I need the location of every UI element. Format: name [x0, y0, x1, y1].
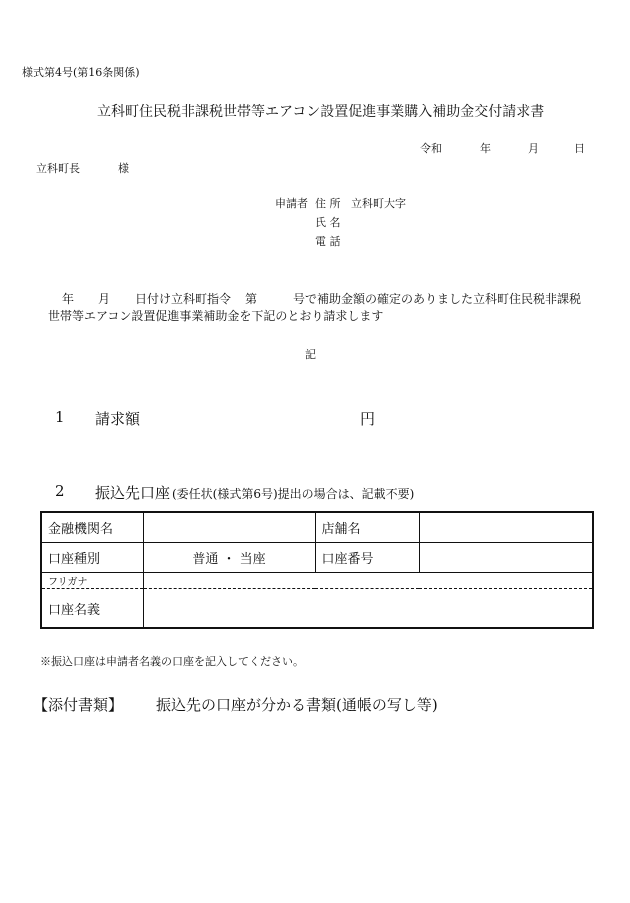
- footnote: ※振込口座は申請者名義の口座を記入してください。: [40, 655, 304, 668]
- bank-name-label: 金融機関名: [41, 512, 143, 543]
- item-1-number: 1: [55, 408, 65, 426]
- body-dated: 日付け立科町指令: [135, 292, 232, 306]
- branch-field[interactable]: [419, 512, 593, 543]
- phone-label: 電 話: [315, 235, 341, 248]
- body-month: 月: [98, 292, 111, 306]
- table-row: [41, 589, 593, 629]
- table-row: [41, 573, 593, 589]
- applicant-label: 申請者: [275, 197, 308, 210]
- bank-account-table: [40, 511, 594, 629]
- furigana-label: フリガナ: [41, 573, 143, 589]
- ki-marker: 記: [305, 348, 316, 361]
- date-month: 月: [528, 142, 539, 155]
- amount-unit: 円: [360, 410, 376, 428]
- item-1-label: 請求額: [95, 410, 141, 428]
- body-year: 年: [62, 292, 75, 306]
- account-type-label: 口座種別: [41, 543, 143, 573]
- account-holder-label: 口座名義: [41, 589, 143, 629]
- bank-name-field[interactable]: [143, 512, 315, 543]
- date-era: 令和: [420, 142, 442, 155]
- attachment-label: 【添付書類】: [33, 696, 124, 714]
- table-row: [41, 543, 593, 573]
- account-type-options[interactable]: 普通 ・ 当座: [143, 543, 315, 573]
- date-year: 年: [480, 142, 491, 155]
- document-title: 立科町住民税非課税世帯等エアコン設置促進事業購入補助金交付請求書: [97, 104, 545, 120]
- form-number: 様式第4号(第16条関係): [22, 66, 140, 79]
- address-value: 立科町大字: [351, 197, 406, 210]
- addressee-honorific: 様: [118, 162, 129, 175]
- account-holder-field[interactable]: [143, 589, 593, 629]
- address-label: 住 所: [315, 197, 341, 210]
- account-number-label: 口座番号: [315, 543, 419, 573]
- attachment-text: 振込先の口座が分かる書類(通帳の写し等): [156, 696, 438, 714]
- addressee-name: 立科町長: [36, 162, 80, 175]
- item-2-number: 2: [55, 482, 65, 500]
- body-no-prefix: 第: [245, 292, 258, 306]
- branch-label: 店舗名: [315, 512, 419, 543]
- body-line1-rest: 号で補助金額の確定のありました立科町住民税非課税: [293, 292, 582, 306]
- body-line2: 世帯等エアコン設置促進事業補助金を下記のとおり請求します: [48, 309, 384, 323]
- table-row: [41, 512, 593, 543]
- furigana-field[interactable]: [143, 573, 593, 589]
- date-day: 日: [574, 142, 585, 155]
- item-2-note: (委任状(様式第6号)提出の場合は、記載不要): [172, 487, 415, 501]
- name-label: 氏 名: [315, 216, 341, 229]
- item-2-label: 振込先口座: [95, 484, 171, 502]
- account-number-field[interactable]: [419, 543, 593, 573]
